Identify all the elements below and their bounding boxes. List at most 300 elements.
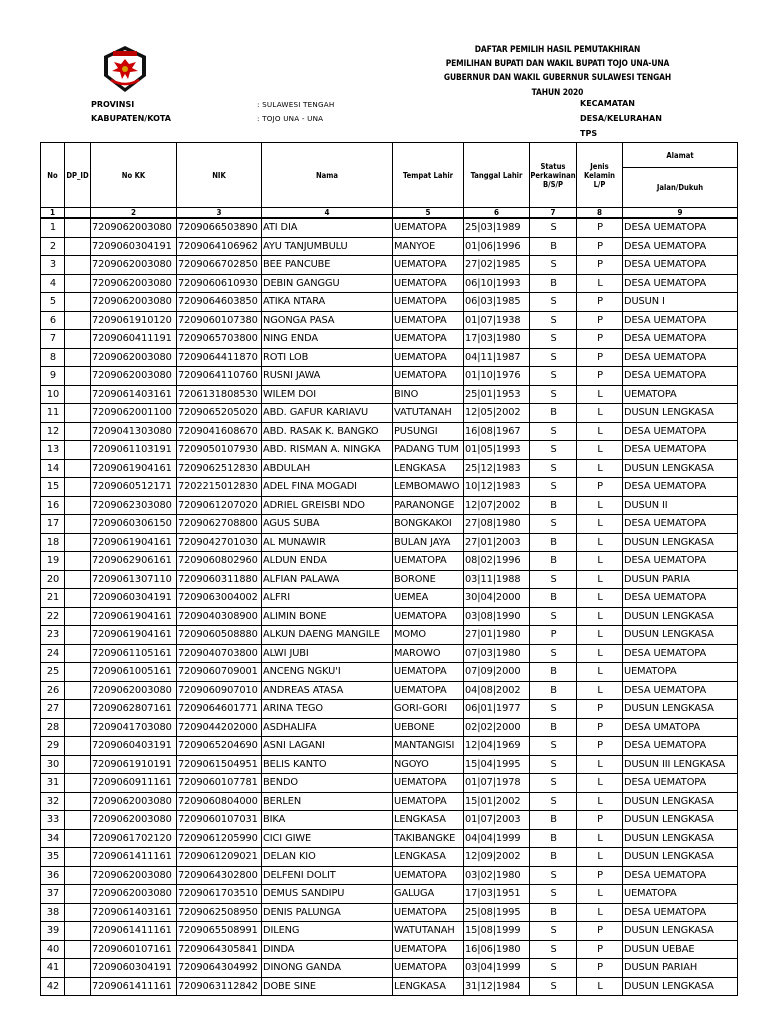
cell-jenis-kelamin: P <box>577 311 623 330</box>
cell-tanggal-lahir: 27|02|1985 <box>464 256 530 275</box>
cell-nik: 7209064302800 <box>177 866 262 885</box>
cell-nama: ADEL FINA MOGADI <box>262 478 393 497</box>
col-header-tanggal-lahir: Tanggal Lahir <box>464 143 530 208</box>
col-header-tempat-lahir: Tempat Lahir <box>393 143 464 208</box>
cell-jenis-kelamin: L <box>577 885 623 904</box>
cell-nik: 7209065205020 <box>177 404 262 423</box>
table-row <box>41 459 738 478</box>
desa-label: DESA/KELURAHAN <box>580 114 662 123</box>
cell-tanggal-lahir: 01|07|1938 <box>464 311 530 330</box>
cell-no: 26 <box>41 681 65 700</box>
cell-no-kk: 7209061702120 <box>91 829 177 848</box>
table-row <box>41 570 738 589</box>
cell-tanggal-lahir: 16|08|1967 <box>464 422 530 441</box>
cell-no-kk: 7209062003080 <box>91 681 177 700</box>
cell-tempat-lahir: UEMATOPA <box>393 959 464 978</box>
cell-tanggal-lahir: 06|03|1985 <box>464 293 530 312</box>
column-index-cell: 5 <box>393 208 464 219</box>
cell-dp-id <box>65 829 91 848</box>
cell-nama: DOBE SINE <box>262 977 393 996</box>
jenis-header-line-2: Kelamin <box>583 170 616 180</box>
cell-tempat-lahir: MANYOE <box>393 237 464 256</box>
cell-tempat-lahir: UEMATOPA <box>393 607 464 626</box>
cell-status: S <box>530 367 577 386</box>
cell-no: 4 <box>41 274 65 293</box>
cell-tempat-lahir: MOMO <box>393 626 464 645</box>
cell-nik: 7209041608670 <box>177 422 262 441</box>
cell-tanggal-lahir: 25|01|1953 <box>464 385 530 404</box>
cell-dp-id <box>65 515 91 534</box>
cell-nama: BELIS KANTO <box>262 755 393 774</box>
cell-tanggal-lahir: 07|09|2000 <box>464 663 530 682</box>
cell-tempat-lahir: PARANONGE <box>393 496 464 515</box>
cell-jenis-kelamin: L <box>577 496 623 515</box>
cell-nik: 7209060508880 <box>177 626 262 645</box>
column-index-cell: 7 <box>530 208 577 219</box>
cell-tempat-lahir: UEMATOPA <box>393 330 464 349</box>
cell-tempat-lahir: BORONE <box>393 570 464 589</box>
cell-status: S <box>530 441 577 460</box>
table-row <box>41 385 738 404</box>
cell-jenis-kelamin: L <box>577 385 623 404</box>
table-row <box>41 515 738 534</box>
cell-no-kk: 7209041703080 <box>91 718 177 737</box>
cell-status: B <box>530 533 577 552</box>
cell-no: 5 <box>41 293 65 312</box>
cell-dp-id <box>65 237 91 256</box>
cell-status: S <box>530 885 577 904</box>
cell-dp-id <box>65 737 91 756</box>
cell-nik: 7209060709001 <box>177 663 262 682</box>
cell-tanggal-lahir: 03|08|1990 <box>464 607 530 626</box>
table-row <box>41 404 738 423</box>
cell-jenis-kelamin: P <box>577 330 623 349</box>
cell-no: 27 <box>41 700 65 719</box>
cell-nik: 7209064304992 <box>177 959 262 978</box>
cell-tanggal-lahir: 25|03|1989 <box>464 218 530 237</box>
table-row <box>41 256 738 275</box>
cell-alamat: DUSUN PARIA <box>623 570 738 589</box>
col-header-jalan-dukuh: Jalan/Dukuh <box>623 168 738 208</box>
cell-jenis-kelamin: L <box>577 515 623 534</box>
cell-nama: ABD. GAFUR KARIAVU <box>262 404 393 423</box>
cell-nama: DENIS PALUNGA <box>262 903 393 922</box>
cell-tempat-lahir: UEMATOPA <box>393 792 464 811</box>
cell-status: S <box>530 570 577 589</box>
cell-no-kk: 7209061403161 <box>91 385 177 404</box>
cell-no-kk: 7209060107161 <box>91 940 177 959</box>
kpu-emblem-logo <box>100 44 150 94</box>
cell-nama: ABDULAH <box>262 459 393 478</box>
cell-jenis-kelamin: P <box>577 718 623 737</box>
cell-nik: 7209061504951 <box>177 755 262 774</box>
cell-nama: ATIKA NTARA <box>262 293 393 312</box>
col-header-nama: Nama <box>262 143 393 208</box>
cell-no: 28 <box>41 718 65 737</box>
cell-nik: 7202215012830 <box>177 478 262 497</box>
table-row <box>41 626 738 645</box>
cell-alamat: DESA UEMATOPA <box>623 774 738 793</box>
table-row <box>41 922 738 941</box>
cell-tanggal-lahir: 04|04|1999 <box>464 829 530 848</box>
cell-jenis-kelamin: L <box>577 422 623 441</box>
cell-nik: 7209061703510 <box>177 885 262 904</box>
col-header-no: No <box>41 143 65 208</box>
cell-nama: DEBIN GANGGU <box>262 274 393 293</box>
cell-no: 11 <box>41 404 65 423</box>
cell-dp-id <box>65 533 91 552</box>
cell-dp-id <box>65 496 91 515</box>
cell-no-kk: 7209061904161 <box>91 533 177 552</box>
cell-alamat: UEMATOPA <box>623 385 738 404</box>
cell-tempat-lahir: UEBONE <box>393 718 464 737</box>
cell-jenis-kelamin: P <box>577 737 623 756</box>
table-row <box>41 478 738 497</box>
cell-no-kk: 7209062003080 <box>91 348 177 367</box>
cell-status: B <box>530 811 577 830</box>
cell-tanggal-lahir: 01|07|1978 <box>464 774 530 793</box>
cell-no-kk: 7209062003080 <box>91 367 177 386</box>
cell-alamat: DESA UEMATOPA <box>623 274 738 293</box>
cell-tempat-lahir: MAROWO <box>393 644 464 663</box>
cell-tempat-lahir: GORI-GORI <box>393 700 464 719</box>
provinsi-label: PROVINSI <box>91 100 135 109</box>
cell-dp-id <box>65 422 91 441</box>
cell-tanggal-lahir: 10|12|1983 <box>464 478 530 497</box>
cell-jenis-kelamin: P <box>577 959 623 978</box>
column-index-cell: 6 <box>464 208 530 219</box>
cell-nik: 7209063112842 <box>177 977 262 996</box>
cell-nik: 7209065204690 <box>177 737 262 756</box>
cell-nik: 7209061205990 <box>177 829 262 848</box>
cell-jenis-kelamin: L <box>577 644 623 663</box>
cell-jenis-kelamin: L <box>577 441 623 460</box>
cell-tanggal-lahir: 27|01|2003 <box>464 533 530 552</box>
cell-alamat: DESA UEMATOPA <box>623 681 738 700</box>
cell-no: 29 <box>41 737 65 756</box>
cell-tanggal-lahir: 15|08|1999 <box>464 922 530 941</box>
cell-no-kk: 7209061105161 <box>91 644 177 663</box>
cell-dp-id <box>65 644 91 663</box>
cell-no: 8 <box>41 348 65 367</box>
table-row <box>41 311 738 330</box>
cell-tanggal-lahir: 01|10|1976 <box>464 367 530 386</box>
table-row <box>41 422 738 441</box>
status-header-line-3: B/S/P <box>542 179 564 189</box>
cell-tempat-lahir: UEMATOPA <box>393 293 464 312</box>
cell-tanggal-lahir: 08|02|1996 <box>464 552 530 571</box>
table-row <box>41 903 738 922</box>
cell-nik: 7209050107930 <box>177 441 262 460</box>
cell-status: B <box>530 496 577 515</box>
cell-tempat-lahir: GALUGA <box>393 885 464 904</box>
cell-no-kk: 7209060411191 <box>91 330 177 349</box>
cell-nik: 7209042701030 <box>177 533 262 552</box>
table-row <box>41 644 738 663</box>
column-index-cell: 4 <box>262 208 393 219</box>
cell-alamat: DUSUN UEBAE <box>623 940 738 959</box>
cell-dp-id <box>65 626 91 645</box>
kecamatan-label: KECAMATAN <box>580 99 635 108</box>
cell-jenis-kelamin: L <box>577 570 623 589</box>
cell-dp-id <box>65 792 91 811</box>
cell-dp-id <box>65 718 91 737</box>
cell-nik: 7209062508950 <box>177 903 262 922</box>
cell-dp-id <box>65 570 91 589</box>
cell-status: S <box>530 922 577 941</box>
cell-tanggal-lahir: 12|07|2002 <box>464 496 530 515</box>
cell-no-kk: 7209062003080 <box>91 811 177 830</box>
cell-tempat-lahir: UEMATOPA <box>393 367 464 386</box>
cell-no: 17 <box>41 515 65 534</box>
cell-alamat: DESA UEMATOPA <box>623 589 738 608</box>
table-row <box>41 700 738 719</box>
cell-nama: ALFRI <box>262 589 393 608</box>
cell-dp-id <box>65 774 91 793</box>
cell-tanggal-lahir: 16|06|1980 <box>464 940 530 959</box>
col-header-jenis-kelamin <box>577 143 623 208</box>
cell-status: S <box>530 218 577 237</box>
cell-status: S <box>530 755 577 774</box>
col-header-status <box>530 143 577 208</box>
cell-jenis-kelamin: P <box>577 700 623 719</box>
cell-status: B <box>530 903 577 922</box>
table-row <box>41 811 738 830</box>
cell-status: S <box>530 293 577 312</box>
cell-no: 39 <box>41 922 65 941</box>
cell-tempat-lahir: UEMATOPA <box>393 866 464 885</box>
cell-jenis-kelamin: P <box>577 256 623 275</box>
cell-tempat-lahir: UEMATOPA <box>393 663 464 682</box>
cell-no-kk: 7209061403161 <box>91 903 177 922</box>
cell-no: 41 <box>41 959 65 978</box>
cell-jenis-kelamin: P <box>577 922 623 941</box>
table-row <box>41 274 738 293</box>
cell-nik: 7209060311880 <box>177 570 262 589</box>
cell-tanggal-lahir: 27|08|1980 <box>464 515 530 534</box>
cell-nama: ASNI LAGANI <box>262 737 393 756</box>
cell-no-kk: 7209060306150 <box>91 515 177 534</box>
cell-nik: 7209040308900 <box>177 607 262 626</box>
cell-tanggal-lahir: 03|02|1980 <box>464 866 530 885</box>
col-header-dp-id: DP_ID <box>65 143 91 208</box>
cell-alamat: DESA UMATOPA <box>623 718 738 737</box>
cell-no: 24 <box>41 644 65 663</box>
cell-tempat-lahir: BULAN JAYA <box>393 533 464 552</box>
cell-alamat: DUSUN LENGKASA <box>623 533 738 552</box>
cell-dp-id <box>65 311 91 330</box>
cell-no-kk: 7209061307110 <box>91 570 177 589</box>
cell-dp-id <box>65 903 91 922</box>
cell-status: S <box>530 792 577 811</box>
cell-status: B <box>530 552 577 571</box>
cell-tempat-lahir: BONGKAKOI <box>393 515 464 534</box>
cell-nik: 7209060107781 <box>177 774 262 793</box>
cell-status: S <box>530 330 577 349</box>
cell-alamat: DESA UEMATOPA <box>623 311 738 330</box>
cell-jenis-kelamin: L <box>577 774 623 793</box>
cell-no-kk: 7209041303080 <box>91 422 177 441</box>
cell-status: S <box>530 700 577 719</box>
cell-alamat: DUSUN LENGKASA <box>623 792 738 811</box>
column-index-cell: 8 <box>577 208 623 219</box>
cell-jenis-kelamin: L <box>577 848 623 867</box>
cell-no: 15 <box>41 478 65 497</box>
cell-jenis-kelamin: P <box>577 237 623 256</box>
cell-alamat: DUSUN II <box>623 496 738 515</box>
cell-nama: ANCENG NGKU'I <box>262 663 393 682</box>
cell-nik: 7209064305841 <box>177 940 262 959</box>
cell-tempat-lahir: MANTANGISI <box>393 737 464 756</box>
cell-nama: ALFIAN PALAWA <box>262 570 393 589</box>
cell-nik: 7206131808530 <box>177 385 262 404</box>
cell-no: 31 <box>41 774 65 793</box>
cell-jenis-kelamin: L <box>577 607 623 626</box>
table-row <box>41 940 738 959</box>
cell-tanggal-lahir: 25|12|1983 <box>464 459 530 478</box>
cell-nama: ANDREAS ATASA <box>262 681 393 700</box>
cell-nama: ARINA TEGO <box>262 700 393 719</box>
cell-alamat: DESA UEMATOPA <box>623 552 738 571</box>
cell-nama: NING ENDA <box>262 330 393 349</box>
table-row <box>41 663 738 682</box>
cell-no: 21 <box>41 589 65 608</box>
cell-alamat: DESA UEMATOPA <box>623 441 738 460</box>
cell-jenis-kelamin: L <box>577 533 623 552</box>
cell-nik: 7209066702850 <box>177 256 262 275</box>
tps-label: TPS <box>580 129 598 138</box>
cell-no: 38 <box>41 903 65 922</box>
cell-dp-id <box>65 348 91 367</box>
cell-nik: 7209060907010 <box>177 681 262 700</box>
column-index-cell: 1 <box>41 208 65 219</box>
cell-status: B <box>530 274 577 293</box>
cell-tempat-lahir: UEMATOPA <box>393 940 464 959</box>
cell-status: B <box>530 681 577 700</box>
cell-alamat: UEMATOPA <box>623 663 738 682</box>
cell-nik: 7209062512830 <box>177 459 262 478</box>
cell-jenis-kelamin: L <box>577 792 623 811</box>
cell-dp-id <box>65 866 91 885</box>
table-row <box>41 737 738 756</box>
cell-dp-id <box>65 385 91 404</box>
cell-status: S <box>530 256 577 275</box>
cell-tanggal-lahir: 03|11|1988 <box>464 570 530 589</box>
cell-alamat: UEMATOPA <box>623 885 738 904</box>
cell-nama: CICI GIWE <box>262 829 393 848</box>
cell-dp-id <box>65 940 91 959</box>
cell-tanggal-lahir: 30|04|2000 <box>464 589 530 608</box>
kabupaten-label: KABUPATEN/KOTA <box>91 114 171 123</box>
cell-no-kk: 7209061904161 <box>91 607 177 626</box>
cell-nik: 7209064106962 <box>177 237 262 256</box>
cell-status: S <box>530 959 577 978</box>
cell-jenis-kelamin: P <box>577 367 623 386</box>
cell-alamat: DUSUN PARIAH <box>623 959 738 978</box>
cell-no-kk: 7209061103191 <box>91 441 177 460</box>
cell-jenis-kelamin: L <box>577 589 623 608</box>
table-row <box>41 607 738 626</box>
cell-nama: AYU TANJUMBULU <box>262 237 393 256</box>
cell-nama: ALIMIN BONE <box>262 607 393 626</box>
document-title <box>420 42 695 99</box>
cell-jenis-kelamin: P <box>577 478 623 497</box>
cell-nik: 7209065703800 <box>177 330 262 349</box>
cell-no: 35 <box>41 848 65 867</box>
cell-tempat-lahir: NGOYO <box>393 755 464 774</box>
table-row <box>41 681 738 700</box>
cell-jenis-kelamin: L <box>577 274 623 293</box>
cell-nama: DINDA <box>262 940 393 959</box>
cell-dp-id <box>65 700 91 719</box>
cell-dp-id <box>65 367 91 386</box>
cell-status: P <box>530 626 577 645</box>
cell-alamat: DESA UEMATOPA <box>623 367 738 386</box>
cell-no-kk: 7209060512171 <box>91 478 177 497</box>
cell-jenis-kelamin: L <box>577 755 623 774</box>
cell-no-kk: 7209062001100 <box>91 404 177 423</box>
cell-tanggal-lahir: 06|10|1993 <box>464 274 530 293</box>
cell-no-kk: 7209060304191 <box>91 589 177 608</box>
cell-nama: WILEM DOI <box>262 385 393 404</box>
cell-tempat-lahir: PADANG TUM <box>393 441 464 460</box>
cell-alamat: DESA UEMATOPA <box>623 515 738 534</box>
col-header-nik: NIK <box>177 143 262 208</box>
cell-status: B <box>530 237 577 256</box>
cell-dp-id <box>65 848 91 867</box>
cell-status: S <box>530 385 577 404</box>
cell-no: 32 <box>41 792 65 811</box>
cell-tanggal-lahir: 01|07|2003 <box>464 811 530 830</box>
cell-no: 9 <box>41 367 65 386</box>
cell-status: S <box>530 866 577 885</box>
column-index-cell: 2 <box>91 208 177 219</box>
cell-status: B <box>530 848 577 867</box>
cell-tanggal-lahir: 03|04|1999 <box>464 959 530 978</box>
cell-nama: DELAN KIO <box>262 848 393 867</box>
cell-nik: 7209060610930 <box>177 274 262 293</box>
cell-no-kk: 7209062003080 <box>91 256 177 275</box>
cell-status: S <box>530 977 577 996</box>
table-row <box>41 718 738 737</box>
cell-dp-id <box>65 330 91 349</box>
cell-no: 3 <box>41 256 65 275</box>
cell-jenis-kelamin: P <box>577 940 623 959</box>
cell-no-kk: 7209062003080 <box>91 792 177 811</box>
cell-no-kk: 7209062003080 <box>91 293 177 312</box>
table-row <box>41 441 738 460</box>
cell-jenis-kelamin: L <box>577 977 623 996</box>
table-row <box>41 367 738 386</box>
title-line-3: GUBERNUR DAN WAKIL GUBERNUR SULAWESI TENGAH <box>443 72 672 83</box>
cell-jenis-kelamin: L <box>577 681 623 700</box>
cell-tanggal-lahir: 01|06|1996 <box>464 237 530 256</box>
cell-no: 14 <box>41 459 65 478</box>
cell-tanggal-lahir: 12|04|1969 <box>464 737 530 756</box>
col-header-no-kk: No KK <box>91 143 177 208</box>
cell-nama: ATI DIA <box>262 218 393 237</box>
cell-nama: AL MUNAWIR <box>262 533 393 552</box>
table-row <box>41 885 738 904</box>
column-index-cell: 9 <box>623 208 738 219</box>
cell-dp-id <box>65 218 91 237</box>
cell-nik: 7209060107031 <box>177 811 262 830</box>
cell-alamat: DUSUN LENGKASA <box>623 848 738 867</box>
cell-status: S <box>530 311 577 330</box>
cell-alamat: DUSUN LENGKASA <box>623 811 738 830</box>
status-header-line-2: Perkawinan <box>530 170 576 180</box>
cell-tanggal-lahir: 01|05|1993 <box>464 441 530 460</box>
